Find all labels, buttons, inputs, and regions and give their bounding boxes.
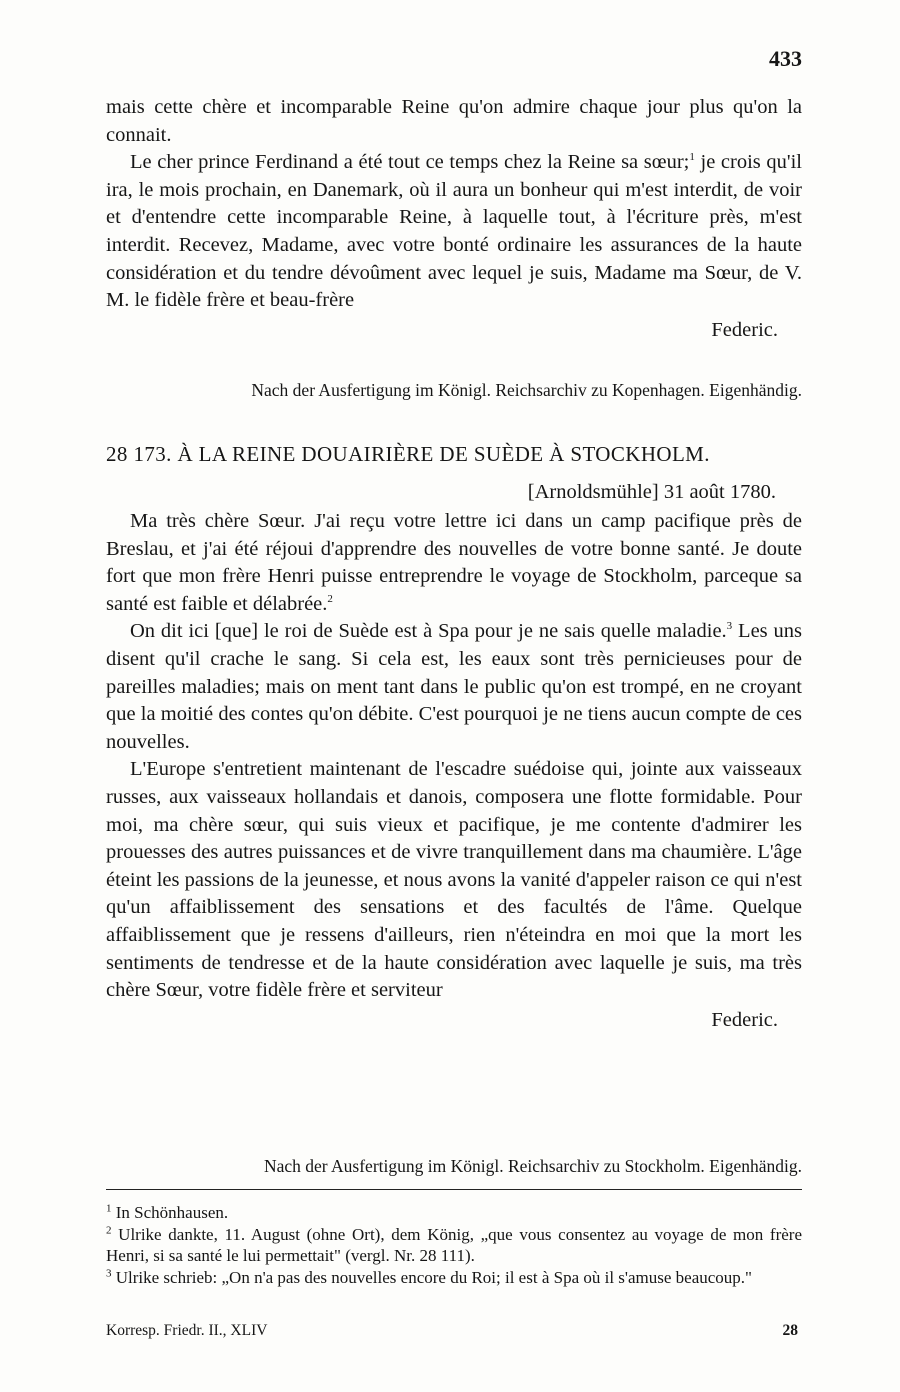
letter2-paragraph-3: L'Europe s'entretient maintenant de l'escadre suédoise qui, jointe aux vaisseaux russes, aux vaisseaux hollandais et danois, composera une flotte formidable. Pour moi, ma chère sœur, qui suis vieux et pacifique, je me contente d'admirer les prouesses des autres puissances et de vivre tranquillement dans ma chaumière. L'âge éteint les passions de la jeunesse, et nous avons la vanité d'appeler raison ce qui n'est qu'un affaiblissement des sensations et des facultés de l'âme. Quelque affaiblissement que je ressens d'ailleurs, rien n'éteindra en moi que la mort les sentiments de tendresse et de la haute considération avec laquelle je suis, ma très chère Sœur, votre fidèle frère et serviteur [106,758,802,1002]
letter2-signature: Federic. [711,1008,778,1031]
letter1-continuation: mais cette chère et incomparable Reine qu'on admire chaque jour plus qu'on la connait. [106,96,802,146]
signature-number: 28 [782,1322,798,1339]
footnote-1-text: In Schönhausen. [111,1203,229,1222]
footnote-1 [106,1202,802,1224]
footnote-3-number: 3 [106,1266,112,1279]
footnote-ref-1: 1 [689,151,695,164]
footnote-2-number: 2 [106,1223,112,1236]
letter2-p2a-text: On dit ici [que] le roi de Suède est à Spa pour je ne sais quelle maladie. [130,620,727,643]
letter2-heading: 28 173. À LA REINE DOUAIRIÈRE DE SUÈDE À STOCKHOLM. [106,442,710,466]
letter1-body [106,94,802,344]
letter2-p2b-text: Les uns disent qu'il crache le sang. Si cela est, les eaux sont très pernicieuses pour de pareilles maladies; mais on ment tant dans le public qu'on est trompé, en ne croyant que la moitié des contes qu'on débite. C'est pourquoi je ne tiens aucun compte de ces nouvelles. [106,620,803,753]
letter2-p1-text: Ma très chère Sœur. J'ai reçu votre lettre ici dans un camp pacifique près de Breslau, et j'ai été réjoui d'apprendre des nouvelles de votre bonne santé. Je doute fort que mon frère Henri puisse entreprendre le voyage de Stockholm, parceque sa santé est faible et délabrée. [106,510,802,615]
letter1-para-b: je crois qu'il ira, le mois prochain, en Danemark, où il aura un bonheur qui m'est interdit, de voir et d'entendre cette incomparable Reine, à laquelle tout, à l'écriture près, m'est interdit. Recevez, Madame, avec votre bonté ordinaire les assurances de la haute considération et du tendre dévoûment avec lequel je suis, Madame ma Sœur, de V. M. le fidèle frère et beau-frère [106,151,802,312]
footnote-2 [106,1224,802,1267]
footnote-3-text: Ulrike schrieb: „On n'a pas des nouvelles encore du Roi; il est à Spa où il s'amuse beaucoup." [111,1267,752,1287]
signature-line: Korresp. Friedr. II., XLIV [106,1322,268,1339]
page-number: 433 [769,46,802,71]
footnote-2-text: Ulrike dankte, 11. August (ohne Ort), dem König, „que vous consentez au voyage de mon frère Henri, si sa santé le lui permettait" (vergl. Nr. 28 111). [106,1224,802,1265]
letter1-para-a: Le cher prince Ferdinand a été tout ce temps chez la Reine sa sœur; [130,151,690,174]
footnote-3 [106,1267,802,1289]
letter2-source: Nach der Ausfertigung im Königl. Reichsarchiv zu Stockholm. Eigenhändig. [263,1156,802,1176]
footnotes [106,1202,802,1288]
letter2-body [106,508,802,1034]
footnote-ref-3: 3 [726,620,733,633]
footnote-ref-2: 2 [327,592,333,605]
letter2-paragraph-2 [106,618,802,756]
letter1-source: Nach der Ausfertigung im Königl. Reichsarchiv zu Kopenhagen. Eigenhändig. [251,380,802,400]
letter2-dateline: [Arnoldsmühle] 31 août 1780. [527,481,776,503]
footnote-rule [106,1189,802,1190]
letter1-signature: Federic. [711,318,778,341]
letter2-paragraph-1 [106,508,802,618]
footnote-1-number: 1 [106,1202,112,1215]
letter1-paragraph [106,149,802,315]
